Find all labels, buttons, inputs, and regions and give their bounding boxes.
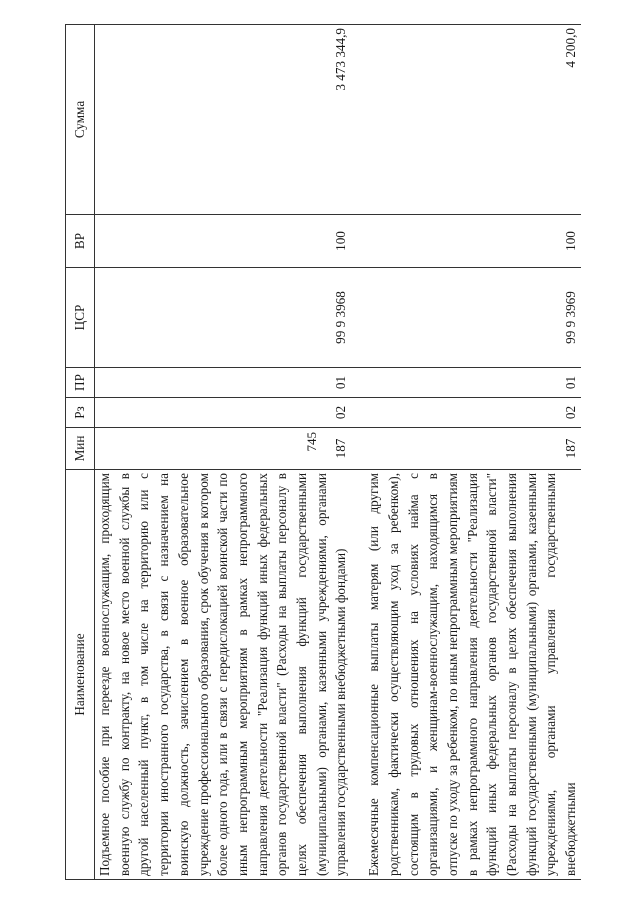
header-min: Мин: [66, 428, 95, 470]
page-number: 745: [304, 432, 319, 452]
row-name: Ежемесячные компенсационные выплаты матерям (или другим родственникам, фактически осуществляющим уход за ребенком), состоящим в трудовых отношениях на условиях найма с организациями, и женщинам-военнослужащим, находящимся в отпуске по уходу за ребенком, по иным непрограммным мероприятиям в рамках непрограммного направления деятельности "Реализация функций иных федеральных органов государственной власти" (Расходы на выплаты персоналу в целях обеспечения выполнения функций государственными (муниципальными) органами, казенными учреждениями, органами управления государственными внебюджетными: [354, 470, 581, 880]
header-csr: ЦСР: [66, 268, 95, 368]
row-min: 187: [354, 428, 581, 470]
row-rz: 02: [354, 398, 581, 428]
row-csr: 99 9 3968: [95, 268, 355, 368]
rotated-page-content: [65, 25, 605, 880]
row-sum: 3 473 344,9: [95, 25, 355, 215]
row-name: Подъемное пособие при переезде военнослужащим, проходящим военную службу по контракту, на новое место военной службы в другой населенный пункт, в том числе на территорию или с территории иностранного государства, в связи с назначением на воинскую должность, зачислением в военное образовательное учреждение профессионального образования, срок обучения в котором более одного года, или в связи с передислокацией воинской части по иным непрограммным мероприятиям в рамках непрограммного направления деятельности "Реализация функций иных федеральных органов государственной власти" (Расходы на выплаты персоналу в целях обеспечения выполнения функций государственными (муниципальными) органами, казенными учреждениями, органами управления государственными внебюджетными фондами): [95, 470, 355, 880]
row-vr: 100: [354, 215, 581, 268]
header-vr: ВР: [66, 215, 95, 268]
header-sum: Сумма: [66, 25, 95, 215]
header-pr: ПР: [66, 368, 95, 398]
budget-table: [65, 24, 581, 880]
row-pr: 01: [95, 368, 355, 398]
row-sum: 4 200,0: [354, 25, 581, 215]
row-csr: 99 9 3969: [354, 268, 581, 368]
table-header-row: [66, 25, 95, 880]
header-name: Наименование: [66, 470, 95, 880]
header-rz: Рз: [66, 398, 95, 428]
row-pr: 01: [354, 368, 581, 398]
row-vr: 100: [95, 215, 355, 268]
row-rz: 02: [95, 398, 355, 428]
table-row: [354, 25, 581, 880]
table-row: [95, 25, 355, 880]
row-min: 187: [95, 428, 355, 470]
